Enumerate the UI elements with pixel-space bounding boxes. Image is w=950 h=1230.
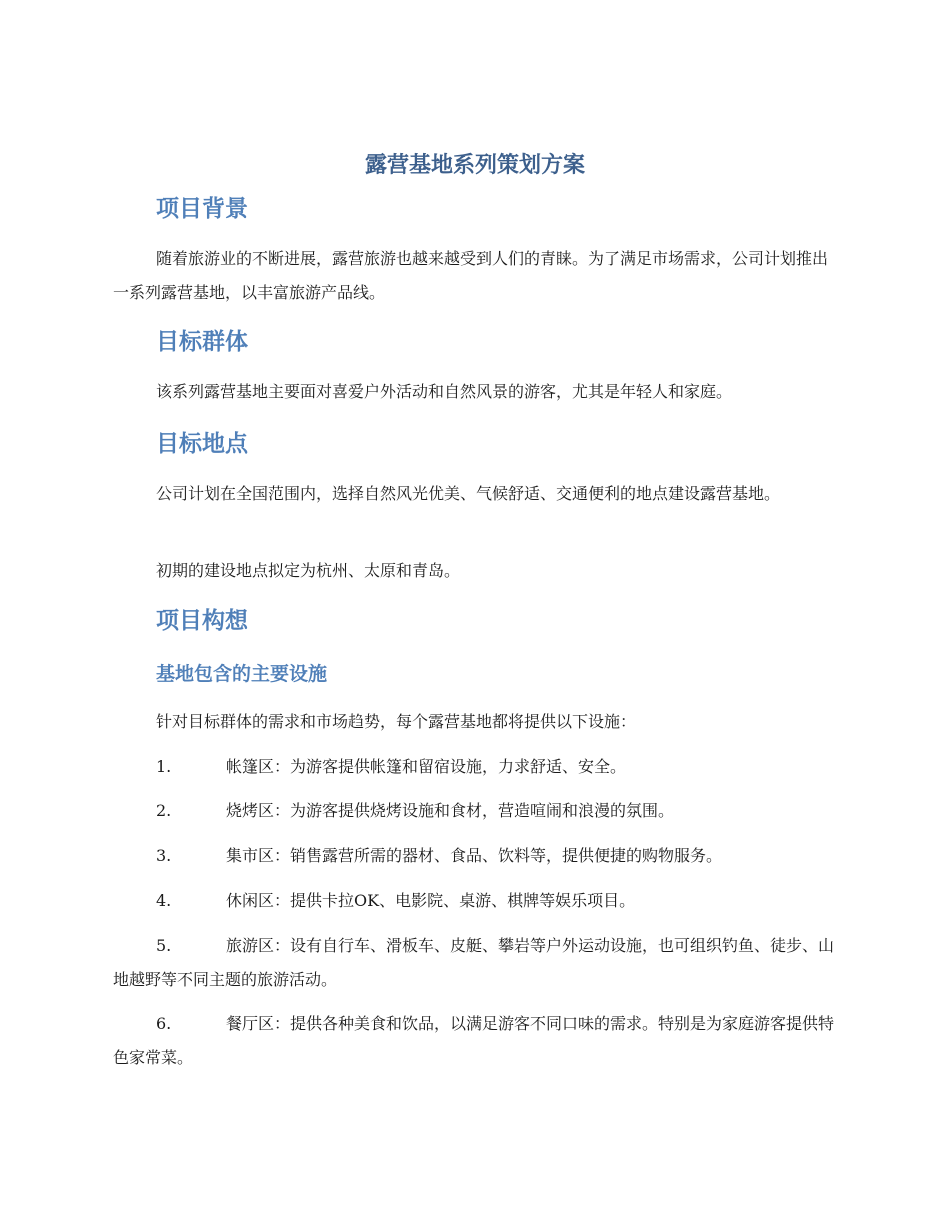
list-item	[113, 839, 841, 873]
list-item-number: 5.	[156, 936, 172, 955]
list-item-number: 4.	[156, 891, 172, 910]
list-item-number: 1.	[156, 757, 172, 776]
list-item	[113, 750, 841, 784]
paragraph-facilities-intro: 针对目标群体的需求和市场趋势，每个露营基地都将提供以下设施：	[156, 712, 637, 731]
document-title: 露营基地系列策划方案	[364, 153, 585, 178]
paragraph-initial-locations: 初期的建设地点拟定为杭州、太原和青岛。	[156, 561, 461, 580]
list-item-text: 餐厅区：提供各种美食和饮品，以满足游客不同口味的需求。特别是为家庭游客提供特色家常菜。	[113, 1014, 835, 1067]
list-item-number: 6.	[156, 1014, 172, 1033]
list-item	[113, 929, 841, 997]
heading-background: 项目背景	[156, 196, 248, 222]
heading-concept: 项目构想	[156, 608, 248, 634]
list-item-number: 2.	[156, 801, 172, 820]
list-item-text: 帐篷区：为游客提供帐篷和留宿设施，力求舒适、安全。	[226, 757, 627, 776]
list-item-text: 旅游区：设有自行车、滑板车、皮艇、攀岩等户外运动设施，也可组织钓鱼、徒步、山地越野等不同主题的旅游活动。	[113, 936, 835, 989]
heading-target-group: 目标群体	[156, 329, 248, 355]
paragraph-target-group: 该系列露营基地主要面对喜爱户外活动和自然风景的游客，尤其是年轻人和家庭。	[156, 382, 733, 401]
list-item-text: 休闲区：提供卡拉OK、电影院、桌游、棋牌等娱乐项目。	[226, 891, 636, 910]
paragraph-target-location: 公司计划在全国范围内，选择自然风光优美、气候舒适、交通便利的地点建设露营基地。	[156, 484, 781, 503]
list-item	[113, 794, 841, 828]
heading-target-location: 目标地点	[156, 431, 248, 457]
list-item-text: 烧烤区：为游客提供烧烤设施和食材，营造喧闹和浪漫的氛围。	[226, 801, 675, 820]
list-item-number: 3.	[156, 846, 172, 865]
list-item-text: 集市区：销售露营所需的器材、食品、饮料等，提供便捷的购物服务。	[226, 846, 723, 865]
subheading-facilities: 基地包含的主要设施	[156, 663, 328, 685]
paragraph-background: 随着旅游业的不断进展，露营旅游也越来越受到人们的青睐。为了满足市场需求，公司计划推出一系列露营基地，以丰富旅游产品线。	[113, 249, 829, 302]
list-item	[113, 884, 841, 918]
list-item	[113, 1007, 841, 1075]
